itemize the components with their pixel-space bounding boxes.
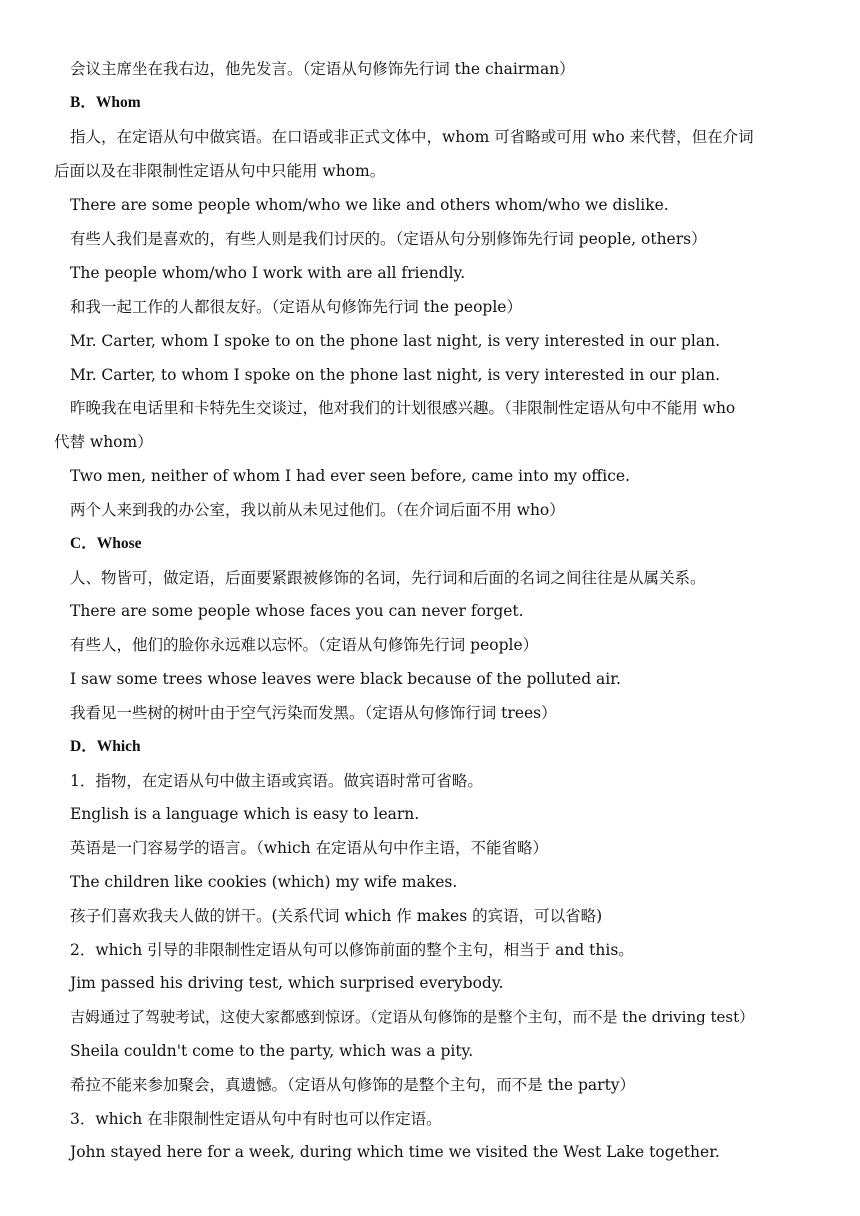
numbered-point: 3．which 在非限制性定语从句中有时也可以作定语。 [70, 1110, 442, 1128]
section-heading-which: D．Which [70, 738, 141, 755]
section-heading-whom: B．Whom [70, 94, 141, 111]
example-line: Sheila couldn't come to the party, which was a pity. [70, 1042, 474, 1060]
text-line: 会议主席坐在我右边，他先发言。（定语从句修饰先行词 the chairman） [70, 60, 575, 78]
example-line: John stayed here for a week, during which time we visited the West Lake together. [70, 1143, 720, 1161]
text-line: 吉姆通过了驾驶考试，这使大家都感到惊讶。（定语从句修饰的是整个主句，而不是 the driving test） [70, 1008, 755, 1026]
text-line: 昨晚我在电话里和卡特先生交谈过，他对我们的计划很感兴趣。（非限制性定语从句中不能用 who [70, 399, 736, 417]
example-line: I saw some trees whose leaves were black because of the polluted air. [70, 670, 621, 688]
text-line: 我看见一些树的树叶由于空气污染而发黑。（定语从句修饰行词 trees） [70, 704, 557, 722]
section-heading-whose: C．Whose [70, 535, 142, 552]
text-line: 人、物皆可，做定语，后面要紧跟被修饰的名词，先行词和后面的名词之间往往是从属关系。 [70, 569, 706, 587]
example-line: Mr. Carter, to whom I spoke on the phone last night, is very interested in our plan. [70, 366, 720, 384]
text-line: 指人，在定语从句中做宾语。在口语或非正式文体中，whom 可省略或可用 who 来代替，但在介词 [70, 128, 754, 146]
example-line: The children like cookies (which) my wife makes. [70, 873, 458, 891]
example-line: There are some people whom/who we like and others whom/who we dislike. [70, 196, 669, 214]
text-line: 孩子们喜欢我夫人做的饼干。(关系代词 which 作 makes 的宾语，可以省略) [70, 907, 603, 925]
text-line: 有些人我们是喜欢的，有些人则是我们讨厌的。（定语从句分别修饰先行词 people, others） [70, 230, 707, 248]
text-line: 后面以及在非限制性定语从句中只能用 whom。 [54, 162, 386, 180]
example-line: Mr. Carter, whom I spoke to on the phone last night, is very interested in our plan. [70, 332, 720, 350]
text-line: 有些人，他们的脸你永远难以忘怀。（定语从句修饰先行词 people） [70, 636, 539, 654]
example-line: There are some people whose faces you can never forget. [70, 602, 524, 620]
numbered-point: 1．指物，在定语从句中做主语或宾语。做宾语时常可省略。 [70, 772, 483, 790]
example-line: Two men, neither of whom I had ever seen before, came into my office. [70, 467, 631, 485]
text-line: 英语是一门容易学的语言。（which 在定语从句中作主语，不能省略） [70, 839, 549, 857]
example-line: English is a language which is easy to learn. [70, 805, 420, 823]
text-line: 希拉不能来参加聚会，真遗憾。（定语从句修饰的是整个主句，而不是 the party） [70, 1076, 636, 1094]
text-line: 代替 whom） [54, 433, 153, 451]
text-line: 和我一起工作的人都很友好。（定语从句修饰先行词 the people） [70, 298, 522, 316]
text-line: 两个人来到我的办公室，我以前从未见过他们。（在介词后面不用 who） [70, 501, 565, 519]
numbered-point: 2．which 引导的非限制性定语从句可以修饰前面的整个主句，相当于 and this。 [70, 941, 634, 959]
example-line: The people whom/who I work with are all friendly. [70, 264, 466, 282]
example-line: Jim passed his driving test, which surprised everybody. [70, 974, 504, 992]
